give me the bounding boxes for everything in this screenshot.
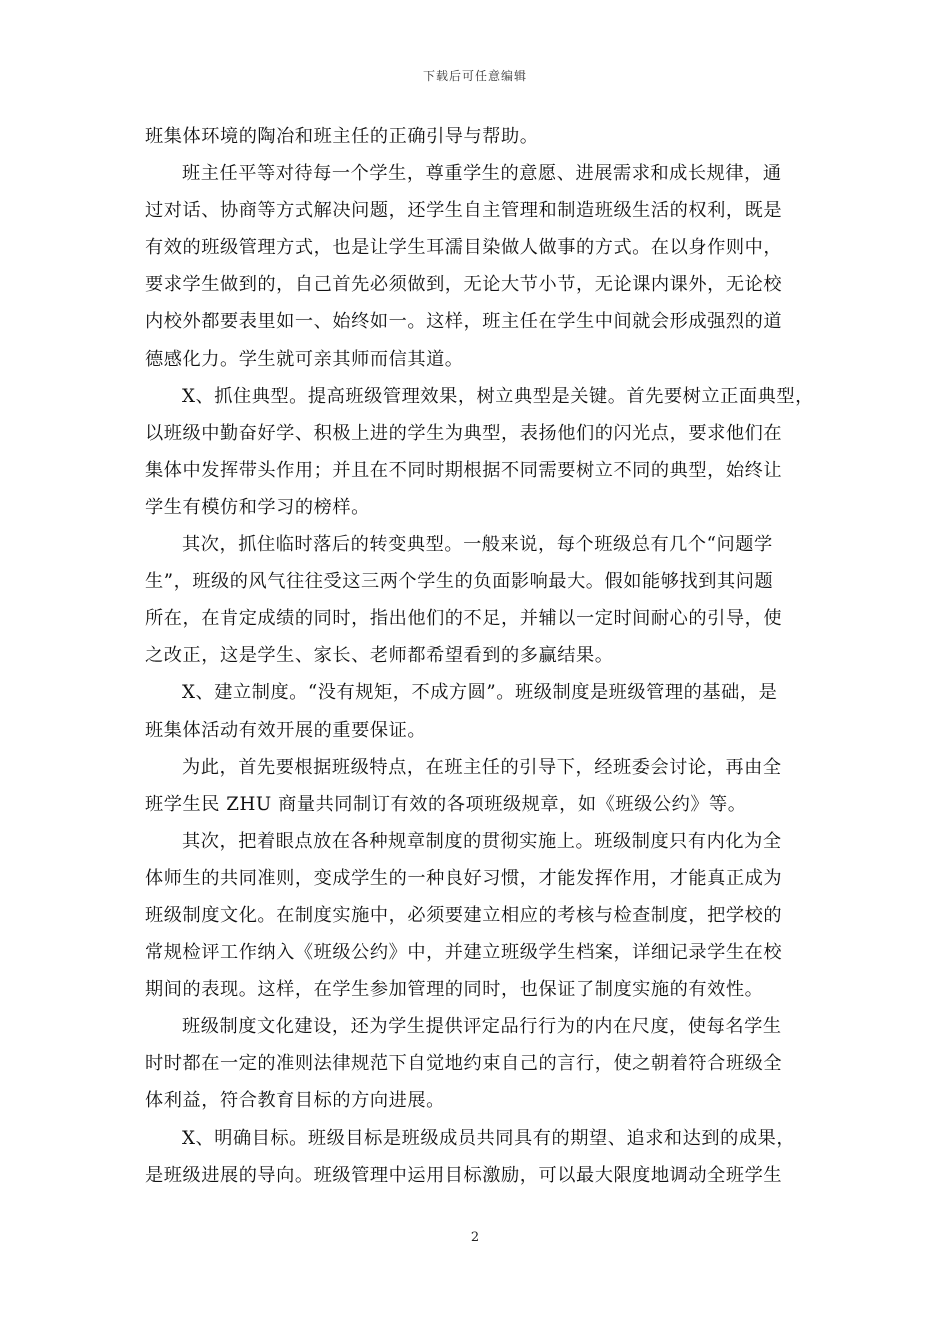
- text-line: 期间的表现。这样，在学生参加管理的同时，也保证了制度实施的有效性。: [145, 979, 764, 1001]
- text-line: 班级制度文化。在制度实施中，必须要建立相应的考核与检查制度，把学校的: [145, 904, 783, 926]
- text-line: 所在，在肯定成绩的同时，指出他们的不足，并辅以一定时间耐心的引导，使: [145, 608, 783, 630]
- text-line: 班集体环境的陶冶和班主任的正确引导与帮助。: [145, 126, 539, 147]
- text-line: 常规检评工作纳入《班级公约》中，并建立班级学生档案，详细记录学生在校: [145, 942, 783, 964]
- document-body: [145, 118, 814, 1194]
- text-line: 班学生民 ZHU 商量共同制订有效的各项班级规章，如《班级公约》等。: [145, 793, 747, 815]
- paragraph-start-line: X、明确目标。班级目标是班级成员共同具有的期望、追求和达到的成果，: [182, 1127, 796, 1149]
- header-divider: [145, 92, 805, 93]
- text-line: 学生有模仿和学习的榜样。: [145, 496, 370, 518]
- text-line: 生”，班级的风气往往受这三两个学生的负面影响最大。假如能够找到其问题: [145, 571, 774, 593]
- text-line: 时时都在一定的准则法律规范下自觉地约束自己的言行，使之朝着符合班级全: [145, 1053, 783, 1075]
- text-line: 是班级进展的导向。班级管理中运用目标激励，可以最大限度地调动全班学生: [145, 1164, 783, 1186]
- text-line: 过对话、协商等方式解决问题，还学生自主管理和制造班级生活的权利，既是: [145, 200, 783, 222]
- paragraph-start-line: X、抓住典型。提高班级管理效果，树立典型是关键。首先要树立正面典型，: [182, 385, 814, 407]
- paragraph-start-line: 班级制度文化建设，还为学生提供评定品行行为的内在尺度，使每名学生: [182, 1016, 782, 1038]
- text-line: 体师生的共同准则，变成学生的一种良好习惯，才能发挥作用，才能真正成为: [145, 867, 783, 889]
- paragraph-start-line: 为此，首先要根据班级特点，在班主任的引导下，经班委会讨论，再由全: [182, 756, 782, 778]
- paragraph-start-line: 班主任平等对待每一个学生，尊重学生的意愿、进展需求和成长规律，通: [182, 163, 782, 185]
- text-line: 要求学生做到的，自己首先必须做到，无论大节小节，无论课内课外，无论校: [145, 274, 783, 296]
- text-line: 集体中发挥带头作用；并且在不同时期根据不同需要树立不同的典型，始终让: [145, 459, 783, 481]
- text-line: 体利益，符合教育目标的方向进展。: [145, 1090, 445, 1112]
- text-line: 班集体活动有效开展的重要保证。: [145, 719, 427, 741]
- page-header: 下载后可任意编辑: [422, 69, 527, 83]
- text-line: 之改正，这是学生、家长、老师都希望看到的多赢结果。: [145, 645, 614, 667]
- text-line: 内校外都要表里如一、始终如一。这样，班主任在学生中间就会形成强烈的道: [145, 311, 783, 333]
- text-line: 有效的班级管理方式，也是让学生耳濡目染做人做事的方式。在以身作则中，: [145, 237, 783, 259]
- paragraph-start-line: 其次，把着眼点放在各种规章制度的贯彻实施上。班级制度只有内化为全: [182, 830, 782, 852]
- paragraph-start-line: 其次，抓住临时落后的转变典型。一般来说，每个班级总有几个“问题学: [182, 534, 773, 556]
- text-line: 以班级中勤奋好学、积极上进的学生为典型，表扬他们的闪光点，要求他们在: [145, 422, 783, 444]
- paragraph-start-line: X、建立制度。“没有规矩，不成方圆”。班级制度是班级管理的基础，是: [182, 682, 778, 704]
- page-number: 2: [470, 1230, 480, 1245]
- text-line: 德感化力。学生就可亲其师而信其道。: [145, 348, 464, 370]
